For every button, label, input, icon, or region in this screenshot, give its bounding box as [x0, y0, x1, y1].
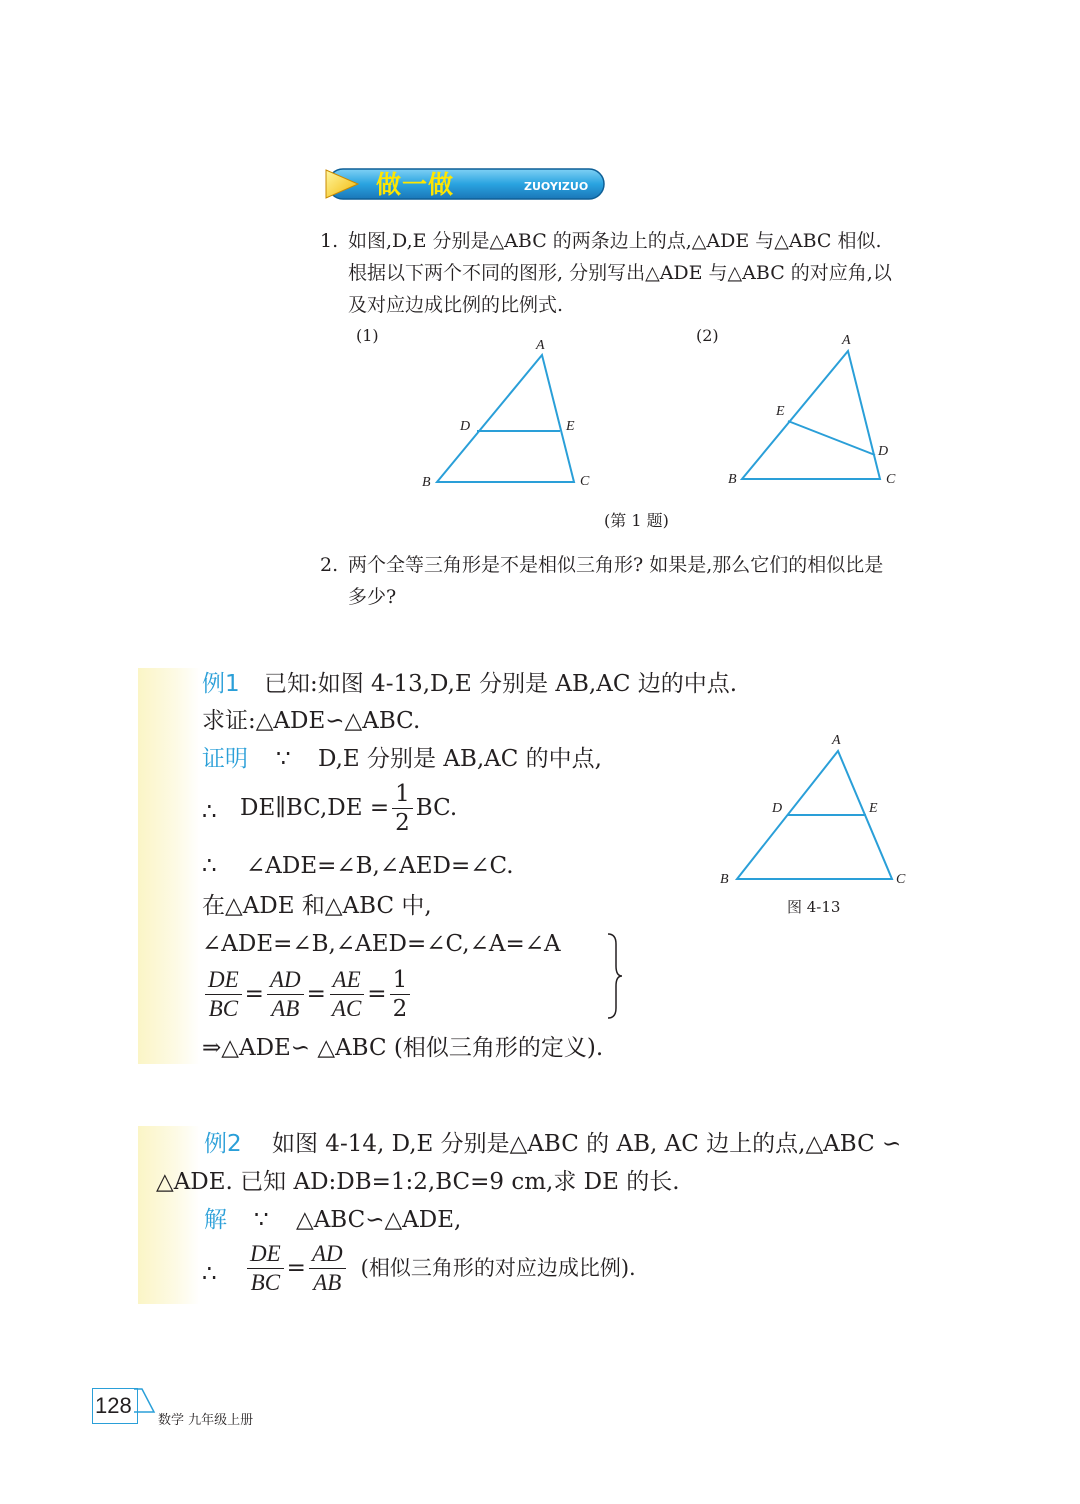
- fig2-label-b: B: [728, 472, 737, 487]
- ex2-ratio-ad-ab: [309, 1240, 346, 1297]
- q1-line-1: 如图,D,E 分别是△ABC 的两条边上的点,△ADE 与△ABC 相似.: [348, 230, 882, 252]
- example2-step-1: △ABC∽△ADE,: [296, 1207, 462, 1233]
- example1-given: 已知:如图 4-13,D,E 分别是 AB,AC 边的中点.: [264, 671, 738, 697]
- triangle-figure-2: [742, 351, 880, 479]
- page-tab-corner-icon: [134, 1388, 158, 1424]
- proof-line-5: ∠ADE=∠B,∠AED=∠C,∠A=∠A: [202, 931, 561, 957]
- example2-line-2: △ADE. 已知 AD:DB=1:2,BC=9 cm,求 DE 的长.: [156, 1169, 680, 1195]
- fig413-label-c: C: [896, 872, 906, 887]
- proof-line-2-text: DE∥BC,DE =: [240, 795, 390, 821]
- example2-line-1: 如图 4-14, D,E 分别是△ABC 的 AB, AC 边上的点,△ABC ∽: [272, 1131, 902, 1157]
- proof-line-2: [240, 780, 457, 837]
- figure-caption-q1: (第 1 题): [604, 511, 669, 530]
- fig413-label-b: B: [720, 872, 729, 887]
- book-title: 数学 九年级上册: [158, 1413, 254, 1428]
- fig413-label-a: A: [832, 733, 841, 748]
- triangle-figure-1: [437, 355, 574, 482]
- q1-line-3: 及对应边成比例的比例式.: [348, 294, 564, 316]
- therefore-symbol-2: ∴: [202, 853, 217, 879]
- fig1-label-a: A: [536, 338, 545, 353]
- fig413-label-d: D: [772, 801, 783, 816]
- ratio-ae-ac: [329, 966, 364, 1023]
- solution-tag: 解: [204, 1207, 227, 1233]
- page-number: 128: [95, 1393, 132, 1418]
- fig2-label-d: D: [878, 444, 889, 459]
- banner-title: 做一做: [376, 170, 455, 199]
- ratio-ad-ab: [267, 966, 304, 1023]
- fig413-label-e: E: [869, 801, 878, 816]
- example1-tag: 例1: [202, 671, 240, 697]
- ratio-one-half-num: 1: [390, 966, 411, 995]
- ratio-de-bc: [205, 966, 242, 1023]
- equals-3: =: [367, 981, 387, 1007]
- ex2-equals: =: [286, 1255, 306, 1281]
- equals-1: =: [244, 981, 264, 1007]
- ratio-ad-ab-den: AB: [271, 996, 300, 1021]
- fig2-label-e: E: [776, 404, 785, 419]
- ratio-de-bc-num: DE: [205, 966, 242, 995]
- proof-line-4: 在△ADE 和△ABC 中,: [202, 893, 432, 919]
- ex2-ratio-de-bc: [247, 1240, 284, 1297]
- proof-tag: 证明: [202, 746, 248, 772]
- ratio-one-half: [390, 966, 411, 1023]
- proof-line-2-end: BC.: [415, 795, 458, 821]
- proof-line-1: D,E 分别是 AB,AC 的中点,: [318, 746, 602, 772]
- fig1-label-d: D: [460, 419, 471, 434]
- ratio-ae-ac-num: AE: [330, 966, 364, 995]
- example2-therefore: ∴: [202, 1261, 217, 1287]
- equals-2: =: [306, 981, 326, 1007]
- right-brace-icon: [604, 930, 624, 1022]
- banner-subtitle: ZUOYIZUO: [524, 180, 589, 193]
- q2-line-1: 两个全等三角形是不是相似三角形? 如果是,那么它们的相似比是: [348, 554, 884, 576]
- proof-line-3: ∠ADE=∠B,∠AED=∠C.: [246, 853, 514, 879]
- example1-prove: 求证:△ADE∽△ABC.: [202, 708, 421, 734]
- example2-tag: 例2: [204, 1131, 242, 1157]
- fig2-label-a: A: [842, 333, 851, 348]
- fig2-tag: (2): [696, 326, 719, 345]
- ex2-reason: (相似三角形的对应边成比例).: [360, 1256, 636, 1280]
- proof-conclusion: ⇒△ADE∽ △ABC (相似三角形的定义).: [202, 1035, 604, 1061]
- example2-margin-band: [138, 1126, 200, 1304]
- ex2-ratio-ad-ab-den: AB: [313, 1270, 342, 1295]
- fig413-caption: 图 4-13: [787, 898, 841, 916]
- fraction-half: [392, 780, 413, 837]
- ex2-ratio-ad-ab-num: AD: [309, 1240, 346, 1269]
- q1-line-2: 根据以下两个不同的图形, 分别写出△ADE 与△ABC 的对应角,以: [348, 262, 892, 284]
- q1-number: 1.: [320, 230, 339, 252]
- example1-margin-band: [138, 668, 200, 1064]
- example2-because: ∵: [254, 1207, 269, 1233]
- fig1-tag: (1): [356, 326, 379, 345]
- fig1-label-c: C: [580, 474, 590, 489]
- ratio-de-bc-den: BC: [208, 996, 239, 1021]
- fig1-label-e: E: [566, 419, 575, 434]
- therefore-symbol-1: ∴: [202, 799, 217, 825]
- example2-ratio-line: [244, 1240, 636, 1297]
- ex2-ratio-de-bc-num: DE: [247, 1240, 284, 1269]
- fraction-half-den: 2: [395, 810, 410, 836]
- proof-ratio-line: [202, 966, 413, 1023]
- fig2-label-c: C: [886, 472, 896, 487]
- fig1-label-b: B: [422, 475, 431, 490]
- ex2-ratio-de-bc-den: BC: [250, 1270, 281, 1295]
- q2-number: 2.: [320, 554, 339, 576]
- ratio-ad-ab-num: AD: [267, 966, 304, 995]
- because-symbol: ∵: [276, 746, 291, 772]
- ratio-ae-ac-den: AC: [331, 996, 362, 1021]
- fraction-half-num: 1: [392, 780, 413, 809]
- q2-line-2: 多少?: [348, 586, 397, 608]
- ratio-one-half-den: 2: [392, 996, 408, 1022]
